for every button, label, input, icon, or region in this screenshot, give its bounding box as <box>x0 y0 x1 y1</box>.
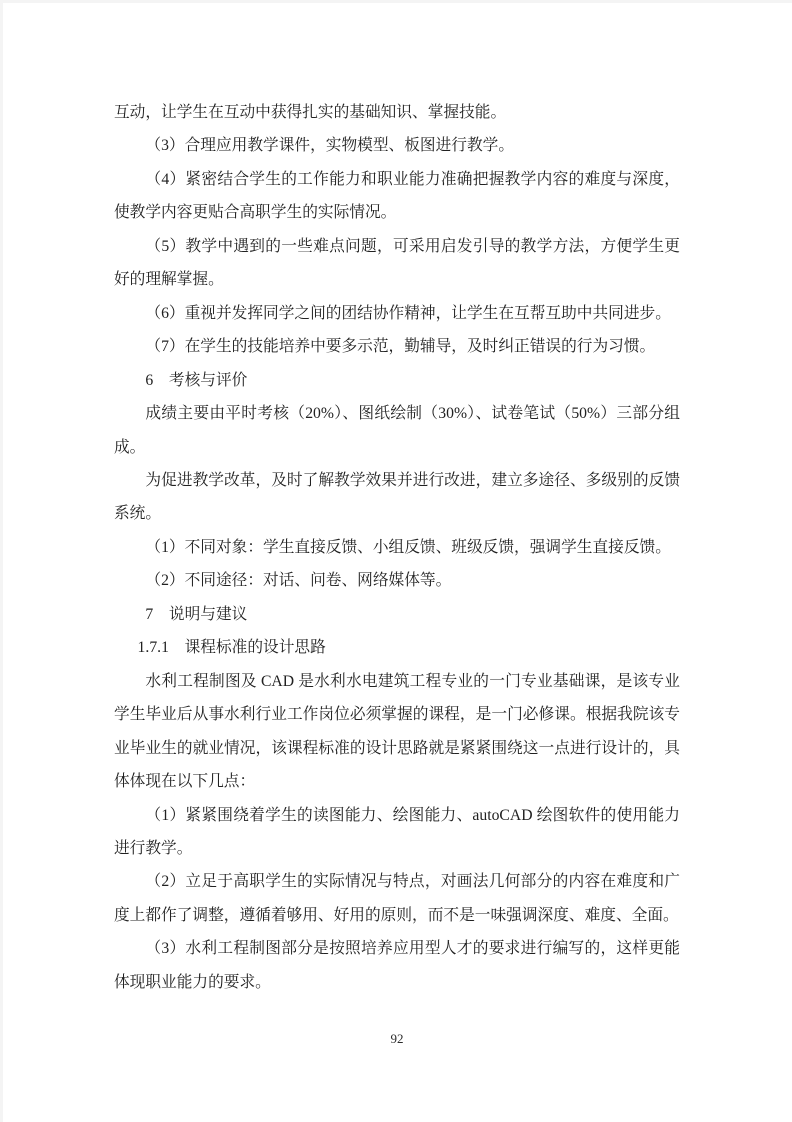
page-body-text <box>114 96 680 999</box>
list-item-paragraph: （6）重视并发挥同学之间的团结协作精神，让学生在互帮互助中共同进步。 <box>145 304 671 322</box>
list-item-paragraph: （1）紧紧围绕着学生的读图能力、绘图能力、autoCAD 绘图软件的使用能力进行教学。 <box>114 806 680 857</box>
body-paragraph: 为促进教学改革，及时了解教学效果并进行改进，建立多途径、多级别的反馈系统。 <box>114 471 680 523</box>
list-item-paragraph: （3）水利工程制图部分是按照培养应用型人才的要求进行编写的，这样更能体现职业能力的要求。 <box>114 940 680 991</box>
section-heading-7: 7 说明与建议 <box>145 605 248 623</box>
list-item-paragraph: （5）教学中遇到的一些难点问题，可采用启发引导的教学方法，方便学生更好的理解掌握。 <box>114 237 680 289</box>
body-paragraph: 成绩主要由平时考核（20%）、图纸绘制（30%）、试卷笔试（50%）三部分组成。 <box>114 405 680 456</box>
page-number: 92 <box>390 1031 404 1046</box>
list-item-paragraph: （3）合理应用教学课件，实物模型、板图进行教学。 <box>145 137 515 155</box>
list-item-paragraph: （1）不同对象：学生直接反馈、小组反馈、班级反馈，强调学生直接反馈。 <box>145 538 671 556</box>
subsection-heading-1-7-1: 1.7.1 课程标准的设计思路 <box>137 639 326 657</box>
list-item-paragraph: （2）不同途径：对话、问卷、网络媒体等。 <box>145 572 452 590</box>
paragraph-continuation: 互动，让学生在互动中获得扎实的基础知识、掌握技能。 <box>114 104 507 121</box>
section-heading-6: 6 考核与评价 <box>145 371 248 389</box>
page-footer <box>114 1031 680 1047</box>
list-item-paragraph: （4）紧密结合学生的工作能力和职业能力准确把握教学内容的难度与深度，使教学内容更贴合高职学生的实际情况。 <box>114 170 680 222</box>
body-paragraph: 水利工程制图及 CAD 是水利水电建筑工程专业的一门专业基础课，是该专业学生毕业后从事水利行业工作岗位必须掌握的课程，是一门必修课。根据我院该专业毕业生的就业情况，该课程标准的设计思路就是紧紧围绕这一点进行设计的，具体体现在以下几点： <box>114 672 680 791</box>
list-item-paragraph: （7）在学生的技能培养中要多示范，勤辅导，及时纠正错误的行为习惯。 <box>145 338 656 356</box>
list-item-paragraph: （2）立足于高职学生的实际情况与特点，对画法几何部分的内容在难度和广度上都作了调整，遵循着够用、好用的原则，而不是一味强调深度、难度、全面。 <box>114 873 680 924</box>
